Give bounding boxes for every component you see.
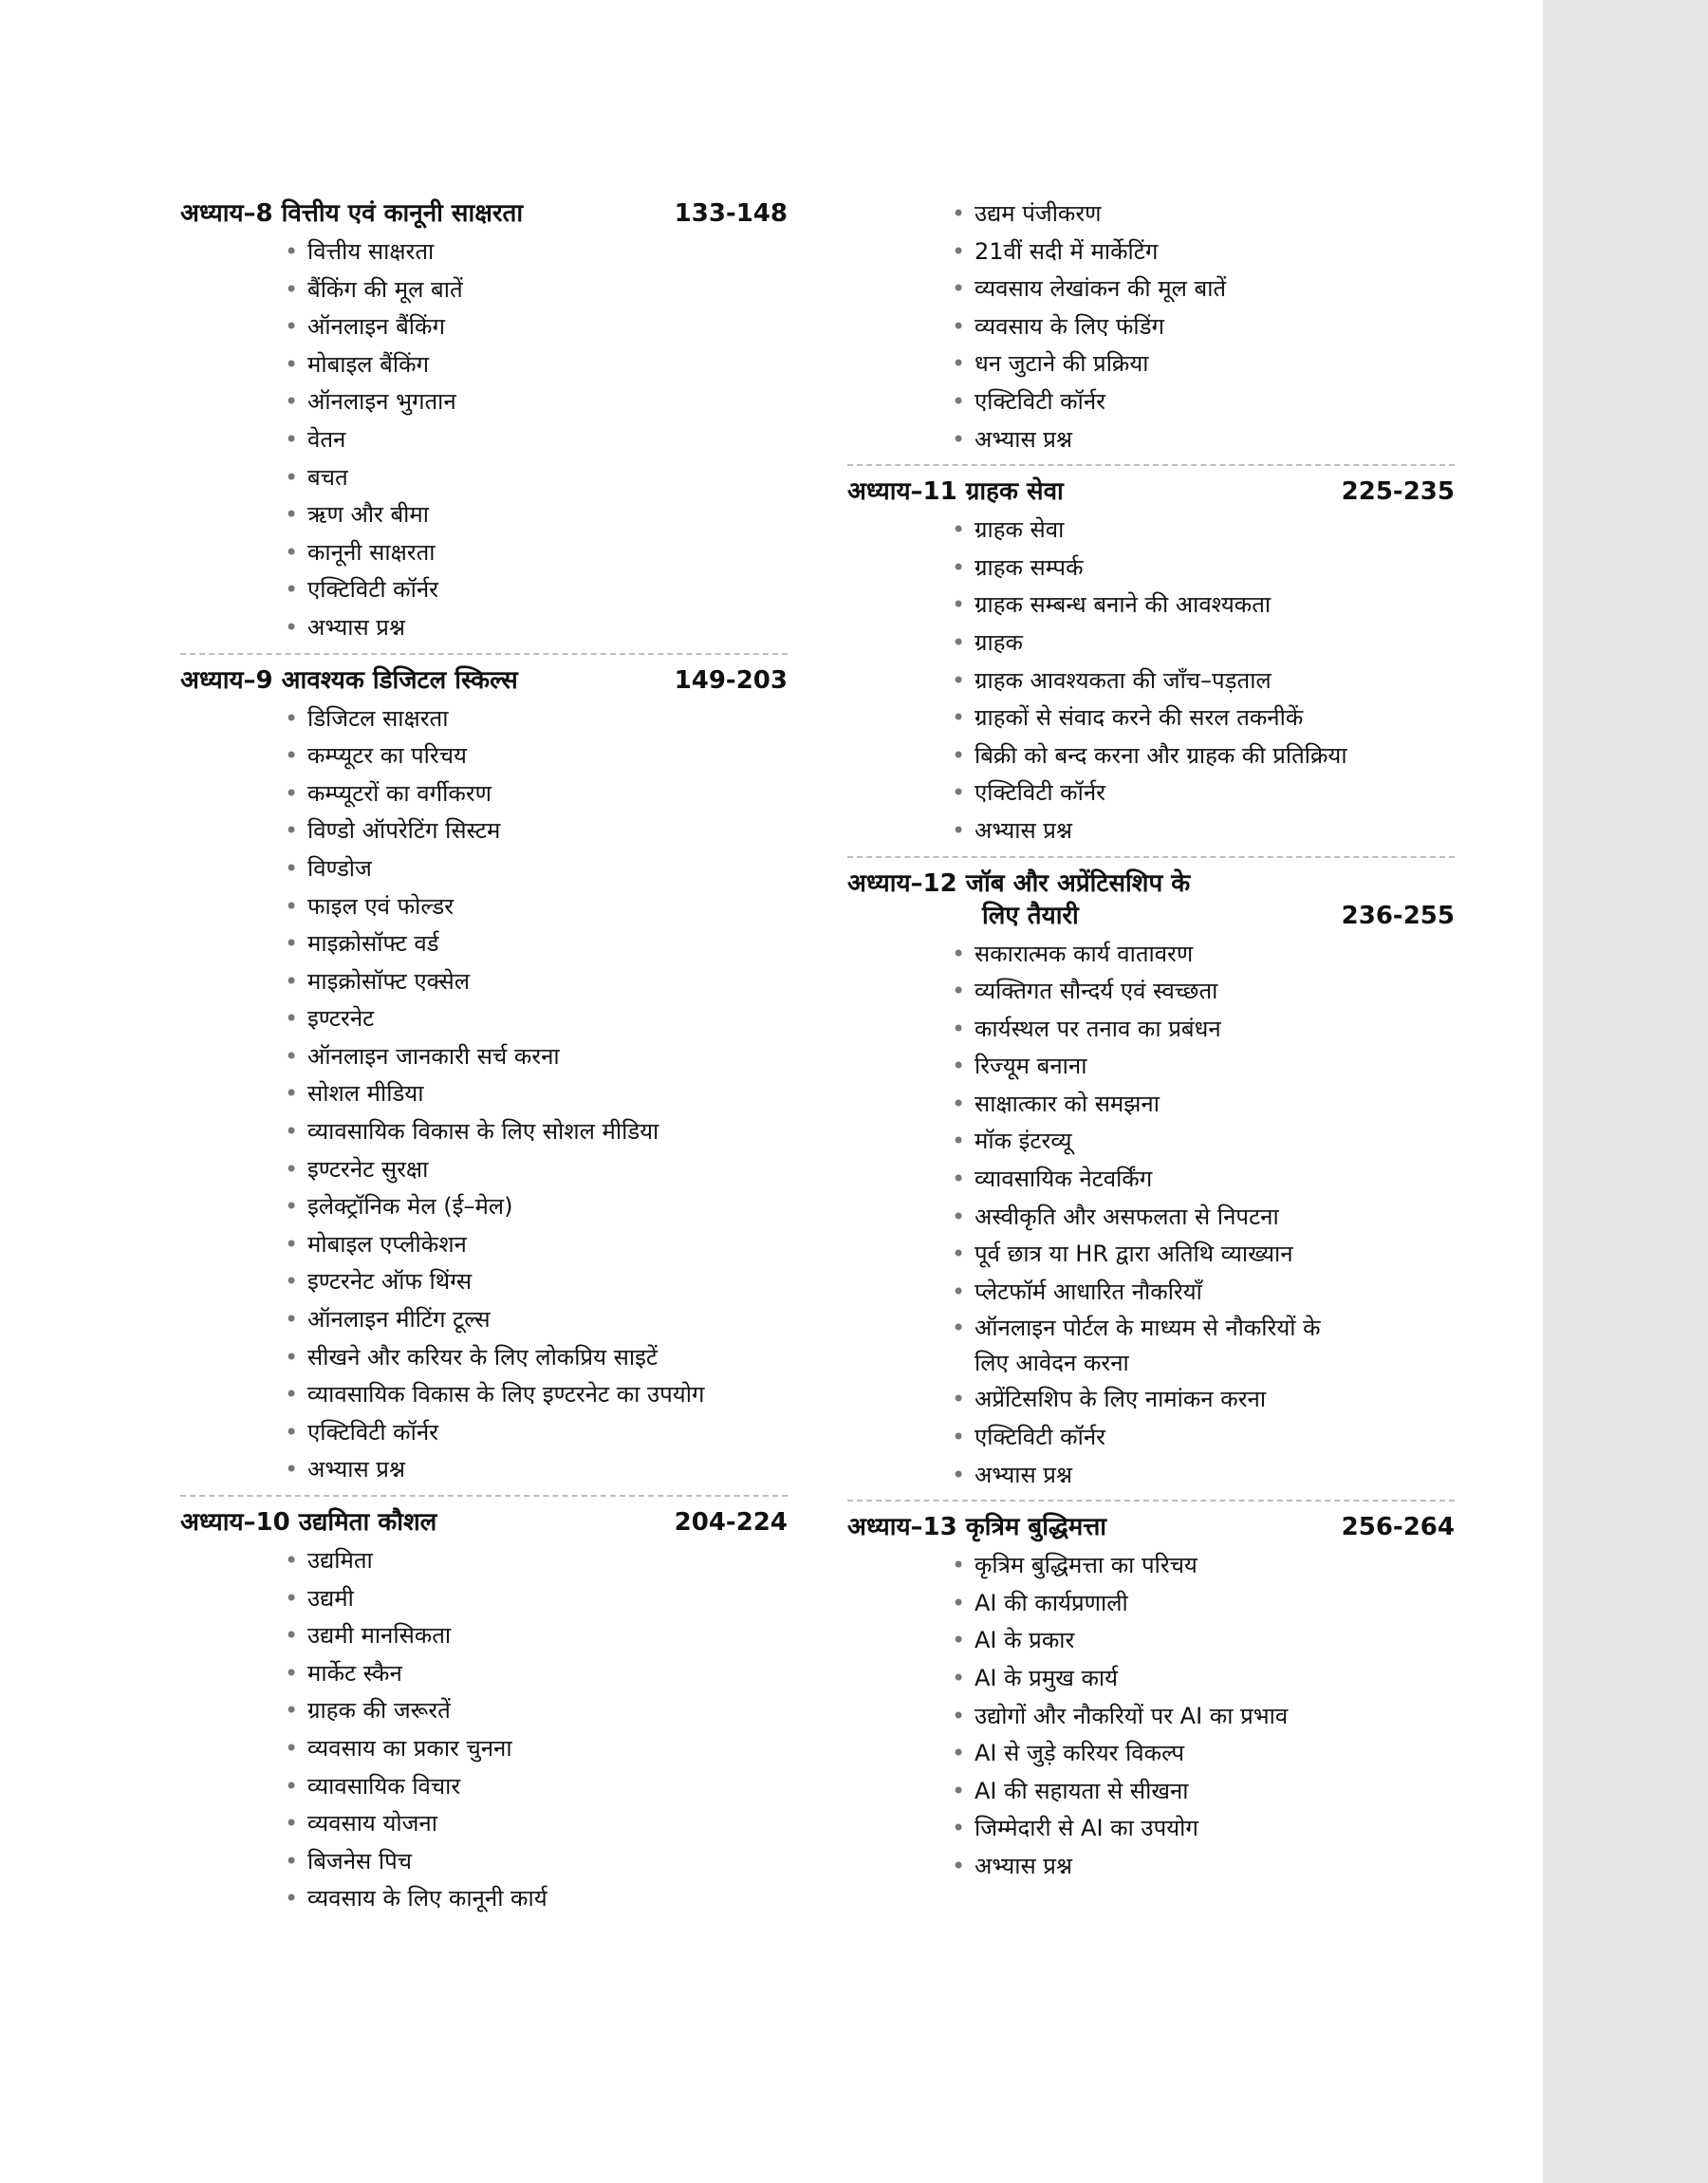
list-item[interactable]: • उद्यम पंजीकरण: [952, 196, 1455, 233]
list-item[interactable]: • कृत्रिम बुद्धिमत्ता का परिचय: [952, 1547, 1455, 1585]
chapter-heading[interactable]: [180, 197, 788, 230]
list-item[interactable]: • इण्टरनेट सुरक्षा: [285, 1151, 788, 1189]
list-item[interactable]: • अप्रेंटिसशिप के लिए नामांकन करना: [952, 1381, 1455, 1419]
chapter-8: [180, 197, 788, 647]
list-item[interactable]: • धन जुटाने की प्रक्रिया: [952, 345, 1455, 383]
list-item[interactable]: • ग्राहक की जरूरतें: [285, 1692, 788, 1730]
toc-left-column: [180, 192, 788, 1918]
divider: [180, 1495, 788, 1497]
list-item[interactable]: • AI के प्रकार: [952, 1622, 1455, 1660]
list-item[interactable]: • उद्यमी: [285, 1580, 788, 1618]
chapter-13: [847, 1511, 1455, 1885]
chapter-10: [180, 1506, 788, 1918]
list-item[interactable]: • इण्टरनेट ऑफ थिंग्स: [285, 1263, 788, 1301]
divider: [180, 653, 788, 655]
chapter-pages: 256-264: [1341, 1513, 1455, 1542]
list-item[interactable]: • अभ्यास प्रश्न: [952, 421, 1455, 459]
list-item[interactable]: • व्यावसायिक विकास के लिए सोशल मीडिया: [285, 1113, 788, 1151]
list-item[interactable]: • मार्केट स्कैन: [285, 1655, 788, 1693]
list-item[interactable]: • उद्यमी मानसिकता: [285, 1617, 788, 1655]
chapter-title: अध्याय–11 ग्राहक सेवा: [847, 477, 1064, 507]
divider: [847, 1500, 1455, 1502]
list-item[interactable]: • ग्राहक आवश्यकता की जाँच–पड़ताल: [952, 662, 1455, 700]
divider: [847, 464, 1455, 466]
chapter-heading[interactable]: [847, 868, 1455, 932]
topic-list: [180, 233, 788, 647]
list-item[interactable]: • ग्राहक: [952, 625, 1455, 662]
list-item[interactable]: • AI की कार्यप्रणाली: [952, 1585, 1455, 1623]
list-item[interactable]: • फाइल एवं फोल्डर: [285, 888, 788, 926]
list-item[interactable]: • व्यावसायिक विचार: [285, 1768, 788, 1806]
chapter-title: अध्याय–10 उद्यमिता कौशल: [180, 1508, 437, 1537]
list-item[interactable]: • ऑनलाइन मीटिंग टूल्स: [285, 1301, 788, 1339]
list-item[interactable]: • एक्टिविटी कॉर्नर: [952, 1419, 1455, 1457]
list-item[interactable]: • उद्योगों और नौकरियों पर AI का प्रभाव: [952, 1698, 1455, 1736]
chapter-pages: 204-224: [674, 1508, 788, 1537]
page-margin-band: [1543, 0, 1708, 2183]
list-item[interactable]: • व्यवसाय लेखांकन की मूल बातें: [952, 271, 1455, 308]
list-item[interactable]: • एक्टिविटी कॉर्नर: [285, 1414, 788, 1452]
list-item[interactable]: • बिजनेस पिच: [285, 1843, 788, 1881]
list-item[interactable]: • 21वीं सदी में मार्केटिंग: [952, 233, 1455, 271]
list-item[interactable]: • व्यवसाय का प्रकार चुनना: [285, 1730, 788, 1768]
list-item[interactable]: • AI की सहायता से सीखना: [952, 1773, 1455, 1811]
list-item[interactable]: • व्यावसायिक नेटवर्किंग: [952, 1161, 1455, 1199]
list-item[interactable]: • मॉक इंटरव्यू: [952, 1123, 1455, 1161]
list-item[interactable]: • मोबाइल बैंकिंग: [285, 346, 788, 384]
list-item[interactable]: • एक्टिविटी कॉर्नर: [952, 774, 1455, 812]
list-item[interactable]: • मोबाइल एप्लीकेशन: [285, 1226, 788, 1264]
list-item[interactable]: • AI के प्रमुख कार्य: [952, 1660, 1455, 1698]
list-item[interactable]: • बिक्री को बन्द करना और ग्राहक की प्रतिक्रिया: [952, 737, 1455, 775]
list-item[interactable]: • इलेक्ट्रॉनिक मेल (ई–मेल): [285, 1188, 788, 1226]
list-item[interactable]: • अभ्यास प्रश्न: [285, 1451, 788, 1489]
list-item[interactable]: • ग्राहक सम्बन्ध बनाने की आवश्यकता: [952, 587, 1455, 625]
list-item[interactable]: • उद्यमिता: [285, 1542, 788, 1580]
list-item[interactable]: • व्यवसाय योजना: [285, 1805, 788, 1843]
list-item[interactable]: • कम्प्यूटर का परिचय: [285, 737, 788, 775]
divider: [847, 856, 1455, 858]
list-item[interactable]: • व्यवसाय के लिए फंडिंग: [952, 308, 1455, 346]
list-item[interactable]: • ऋण और बीमा: [285, 496, 788, 534]
chapter-pages: 149-203: [674, 665, 788, 695]
chapter-title: अध्याय–9 आवश्यक डिजिटल स्किल्स: [180, 665, 518, 695]
list-item[interactable]: • माइक्रोसॉफ्ट एक्सेल: [285, 963, 788, 1001]
list-item[interactable]: [952, 1311, 1455, 1381]
chapter-11: [847, 476, 1455, 849]
topic-list: [180, 700, 788, 1489]
list-item[interactable]: • व्यवसाय के लिए कानूनी कार्य: [285, 1880, 788, 1918]
list-item[interactable]: • इण्टरनेट: [285, 1000, 788, 1038]
list-item[interactable]: • कार्यस्थल पर तनाव का प्रबंधन: [952, 1011, 1455, 1049]
chapter-title: अध्याय–8 वित्तीय एवं कानूनी साक्षरता: [180, 199, 524, 228]
list-item[interactable]: • एक्टिविटी कॉर्नर: [952, 383, 1455, 421]
topic-list: [847, 1547, 1455, 1885]
topic-list: [847, 936, 1455, 1495]
chapter-pages: 133-148: [674, 199, 788, 228]
list-item[interactable]: • कम्प्यूटरों का वर्गीकरण: [285, 775, 788, 813]
chapter-9: [180, 664, 788, 1489]
list-item[interactable]: • AI से जुड़े करियर विकल्प: [952, 1735, 1455, 1773]
chapter-heading[interactable]: [180, 664, 788, 697]
list-item[interactable]: • डिजिटल साक्षरता: [285, 700, 788, 738]
list-item[interactable]: • साक्षात्कार को समझना: [952, 1086, 1455, 1124]
chapter-title-line2: लिए तैयारी: [982, 901, 1079, 930]
list-item[interactable]: • वित्तीय साक्षरता: [285, 233, 788, 271]
list-item[interactable]: • सकारात्मक कार्य वातावरण: [952, 936, 1455, 974]
chapter-title: अध्याय–13 कृत्रिम बुद्धिमत्ता: [847, 1513, 1107, 1542]
list-item[interactable]: • विण्डोज: [285, 850, 788, 888]
chapter-pages: 236-255: [1341, 901, 1455, 930]
list-item-line1: ऑनलाइन पोर्टल के माध्यम से नौकरियों के: [975, 1315, 1321, 1342]
list-item[interactable]: • ऑनलाइन जानकारी सर्च करना: [285, 1038, 788, 1076]
list-item[interactable]: • पूर्व छात्र या HR द्वारा अतिथि व्याख्यान: [952, 1236, 1455, 1274]
list-item[interactable]: • रिज्यूम बनाना: [952, 1048, 1455, 1086]
list-item[interactable]: • वेतन: [285, 421, 788, 459]
list-item[interactable]: • माइक्रोसॉफ्ट वर्ड: [285, 925, 788, 963]
list-item[interactable]: • बचत: [285, 459, 788, 497]
list-item[interactable]: • एक्टिविटी कॉर्नर: [285, 571, 788, 609]
list-item[interactable]: • अभ्यास प्रश्न: [952, 812, 1455, 850]
list-item[interactable]: • बैंकिंग की मूल बातें: [285, 271, 788, 309]
list-item[interactable]: • विण्डो ऑपरेटिंग सिस्टम: [285, 812, 788, 850]
chapter-heading[interactable]: [180, 1506, 788, 1539]
list-item[interactable]: • कानूनी साक्षरता: [285, 534, 788, 572]
list-item[interactable]: • अभ्यास प्रश्न: [285, 609, 788, 647]
list-item[interactable]: • अभ्यास प्रश्न: [952, 1848, 1455, 1886]
list-item[interactable]: • व्यावसायिक विकास के लिए इण्टरनेट का उपयोग: [285, 1376, 788, 1414]
toc-right-column: [847, 196, 1455, 1886]
list-item[interactable]: • ऑनलाइन भुगतान: [285, 383, 788, 421]
list-item[interactable]: • सीखने और करियर के लिए लोकप्रिय साइटें: [285, 1339, 788, 1377]
list-item[interactable]: • ग्राहक सम्पर्क: [952, 550, 1455, 588]
chapter-12: [847, 868, 1455, 1495]
list-item-line2: लिए आवेदन करना: [975, 1350, 1129, 1377]
topic-list: [847, 512, 1455, 849]
chapter-title-line1: अध्याय–12 जॉब और अप्रेंटिसशिप के: [847, 868, 1191, 898]
list-item[interactable]: • सोशल मीडिया: [285, 1075, 788, 1113]
chapter-heading[interactable]: [847, 1511, 1455, 1543]
topic-list-continued: [847, 196, 1455, 458]
list-item[interactable]: • अभ्यास प्रश्न: [952, 1457, 1455, 1495]
list-item[interactable]: • ऑनलाइन बैंकिंग: [285, 308, 788, 346]
list-item[interactable]: • प्लेटफॉर्म आधारित नौकरियाँ: [952, 1274, 1455, 1312]
chapter-heading[interactable]: [847, 476, 1455, 508]
list-item[interactable]: • अस्वीकृति और असफलता से निपटना: [952, 1199, 1455, 1237]
list-item[interactable]: • व्यक्तिगत सौन्दर्य एवं स्वच्छता: [952, 973, 1455, 1011]
topic-list: [180, 1542, 788, 1918]
list-item[interactable]: • ग्राहकों से संवाद करने की सरल तकनीकें: [952, 700, 1455, 737]
list-item[interactable]: • जिम्मेदारी से AI का उपयोग: [952, 1810, 1455, 1848]
chapter-pages: 225-235: [1341, 477, 1455, 507]
list-item[interactable]: • ग्राहक सेवा: [952, 512, 1455, 550]
